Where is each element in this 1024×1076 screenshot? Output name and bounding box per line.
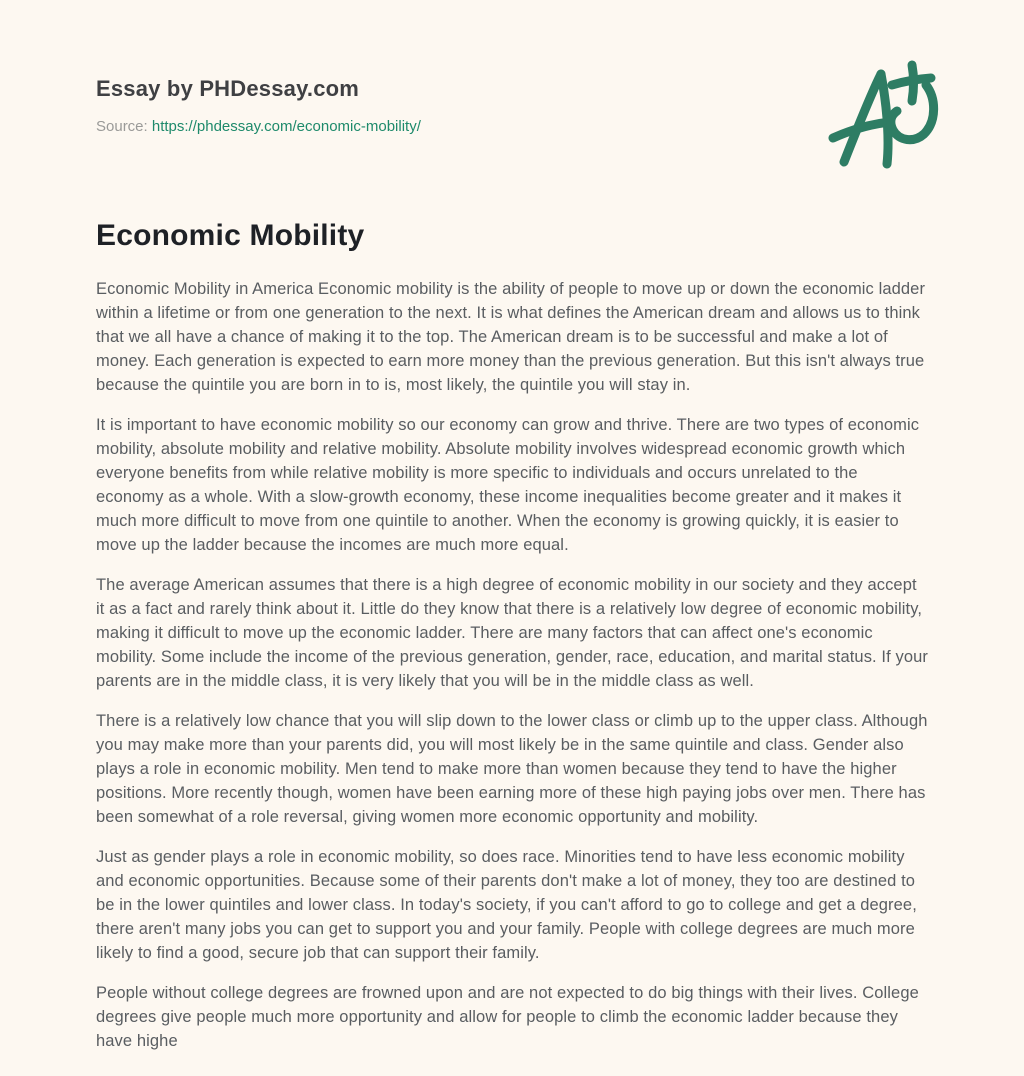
phdessay-a-plus-logo-icon <box>818 58 940 170</box>
essay-content <box>96 219 928 1053</box>
source-link[interactable]: https://phdessay.com/economic-mobility/ <box>151 118 421 135</box>
source-label: Source: <box>96 118 148 135</box>
essay-title: Economic Mobility <box>96 219 365 252</box>
essay-paragraph: People without college degrees are frowned upon and are not expected to do big things with their lives. College degrees give people much more opportunity and allow for people to climb the economic ladder because they have highe <box>96 984 919 1050</box>
essay-body <box>96 277 928 1053</box>
site-title: Essay by PHDessay.com <box>96 76 360 101</box>
page-header <box>96 76 928 135</box>
essay-paragraph: The average American assumes that there is a high degree of economic mobility in our society and they accept it as a fact and rarely think about it. Little do they know that there is a relatively low degree of economic mobility, making it difficult to move up the economic ladder. There are many factors that can affect one's economic mobility. Some include the income of the previous generation, gender, race, education, and marital status. If your parents are in the middle class, it is very likely that you will be in the middle class as well. <box>96 576 928 690</box>
essay-paragraph: Economic Mobility in America Economic mobility is the ability of people to move up or down the economic ladder within a lifetime or from one generation to the next. It is what defines the American dream and allows us to think that we all have a chance of making it to the top. The American dream is to be successful and make a lot of money. Each generation is expected to earn more money than the previous generation. But this isn't always true because the quintile you are born in to is, most likely, the quintile you will stay in. <box>96 280 926 394</box>
essay-paragraph: There is a relatively low chance that you will slip down to the lower class or climb up to the upper class. Although you may make more than your parents did, you will most likely be in the same quintile and class. Gender also plays a role in economic mobility. Men tend to make more than women because they tend to have the higher positions. More recently though, women have been earning more of these high paying jobs over men. There has been somewhat of a role reversal, giving women more economic opportunity and mobility. <box>96 712 928 826</box>
source-line <box>96 118 928 135</box>
essay-paragraph: Just as gender plays a role in economic mobility, so does race. Minorities tend to have less economic mobility and economic opportunities. Because some of their parents don't make a lot of money, they too are destined to be in the lower quintiles and lower class. In today's society, if you can't afford to go to college and get a degree, there aren't many jobs you can get to support you and your family. People with college degrees are much more likely to find a good, secure job that can support their family. <box>96 848 917 962</box>
essay-paragraph: It is important to have economic mobility so our economy can grow and thrive. There are two types of economic mobility, absolute mobility and relative mobility. Absolute mobility involves widespread economic growth which everyone benefits from while relative mobility is more specific to individuals and occurs unrelated to the economy as a whole. With a slow-growth economy, these income inequalities become greater and it makes it much more difficult to move from one quintile to another. When the economy is growing quickly, it is easier to move up the ladder because the incomes are much more equal. <box>96 416 920 554</box>
